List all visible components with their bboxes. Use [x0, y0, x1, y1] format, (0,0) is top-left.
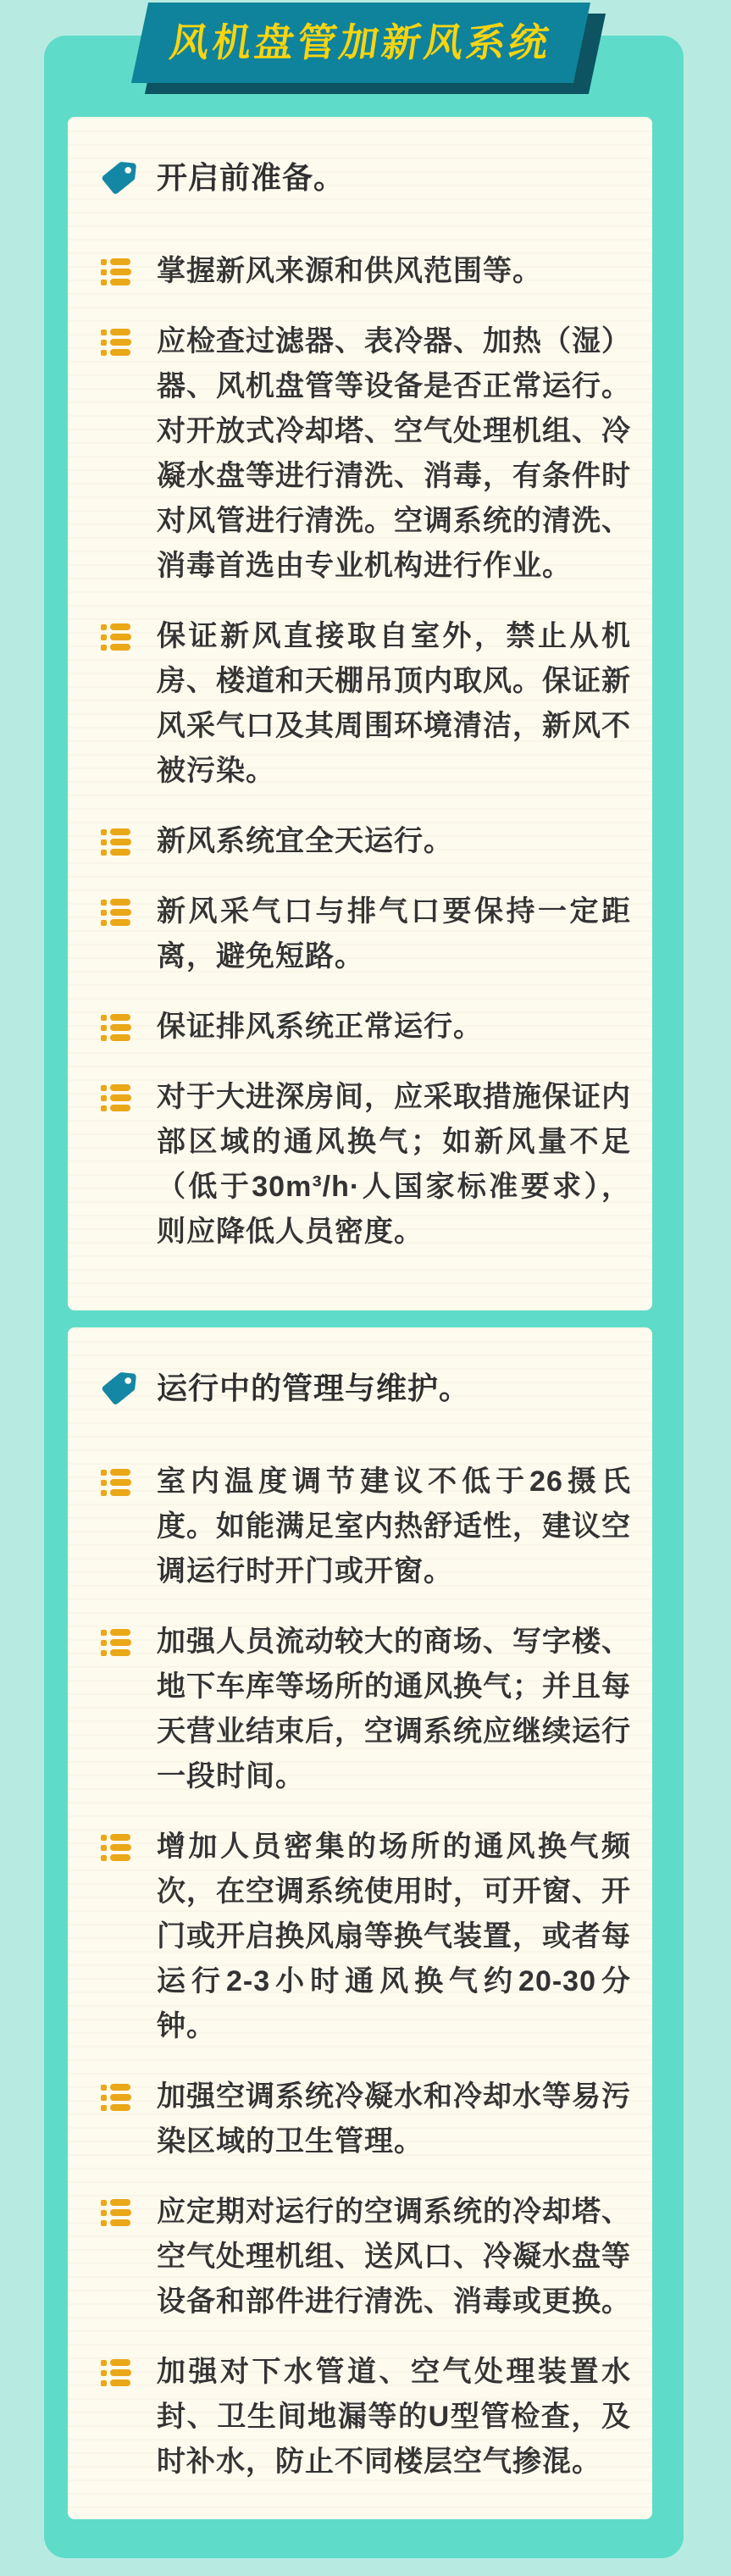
tag-icon: [99, 158, 138, 197]
item-text: 增加人员密集的场所的通风换气频次，在空调系统使用时，可开窗、开门或开启换风扇等换气装置，或者每运行2-3小时通风换气约20-30分钟。: [157, 1831, 631, 2042]
list-icon: [101, 329, 131, 356]
section-heading: 运行中的管理与维护。: [157, 1371, 471, 1405]
list-icon: [101, 2199, 131, 2226]
item-text: 新风系统宜全天运行。: [157, 825, 453, 857]
list-icon: [101, 899, 131, 926]
list-icon: [101, 1084, 131, 1111]
list-icon: [101, 1014, 131, 1041]
section-header: [101, 155, 631, 200]
item-text: 加强人员流动较大的商场、写字楼、地下车库等场所的通风换气；并且每天营业结束后，空调系统应继续运行一段时间。: [157, 1626, 631, 1792]
banner: [131, 3, 590, 83]
list-item: [101, 2075, 631, 2164]
item-text: 对于大进深房间，应采取措施保证内部区域的通风换气；如新风量不足（低于30m³/h·人国家标准要求），则应降低人员密度。: [157, 1081, 631, 1248]
list-icon: [101, 1834, 131, 1861]
content-panel: [44, 36, 684, 2558]
list-icon: [101, 1469, 131, 1496]
section-card-preparation: [68, 117, 652, 1310]
list-item: [101, 1825, 631, 2049]
item-text: 新风采气口与排气口要保持一定距离，避免短路。: [157, 895, 631, 972]
list-item: [101, 319, 631, 589]
item-text: 室内温度调节建议不低于26摄氏度。如能满足室内热舒适性，建议空调运行时开门或开窗。: [157, 1465, 631, 1587]
item-text: 加强对下水管道、空气处理装置水封、卫生间地漏等的U型管检查，及时补水，防止不同楼层空气掺混。: [157, 2356, 631, 2478]
item-text: 保证新风直接取自室外，禁止从机房、楼道和天棚吊顶内取风。保证新风采气口及其周围环境清洁，新风不被污染。: [157, 620, 631, 787]
list-item: [101, 2190, 631, 2324]
item-text: 保证排风系统正常运行。: [157, 1011, 483, 1043]
list-item: [101, 614, 631, 794]
list-icon: [101, 2084, 131, 2111]
item-text: 应检查过滤器、表冷器、加热（湿）器、风机盘管等设备是否正常运行。对开放式冷却塔、空气处理机组、冷凝水盘等进行清洗、消毒，有条件时对风管进行清洗。空调系统的清洗、消毒首选由专业机构进行作业。: [157, 325, 631, 582]
poster-title: 风机盘管加新风系统: [167, 20, 555, 64]
list-icon: [101, 2359, 131, 2386]
list-icon: [101, 828, 131, 856]
item-text: 加强空调系统冷凝水和冷却水等易污染区域的卫生管理。: [157, 2080, 631, 2158]
list-item: [101, 2350, 631, 2485]
list-icon: [101, 258, 131, 285]
list-item: [101, 889, 631, 979]
list-item: [101, 1005, 631, 1050]
section-card-operation: [68, 1327, 652, 2519]
tag-icon: [99, 1369, 138, 1408]
item-list: [101, 1460, 631, 2485]
item-text: 掌握新风来源和供风范围等。: [157, 255, 542, 287]
list-item: [101, 819, 631, 864]
section-header: [101, 1366, 631, 1410]
item-list: [101, 249, 631, 1255]
list-icon: [101, 1629, 131, 1656]
list-item: [101, 1620, 631, 1799]
list-item: [101, 249, 631, 294]
list-item: [101, 1460, 631, 1594]
list-item: [101, 1075, 631, 1255]
section-heading: 开启前准备。: [157, 160, 346, 195]
list-icon: [101, 623, 131, 651]
item-text: 应定期对运行的空调系统的冷却塔、空气处理机组、送风口、冷凝水盘等设备和部件进行清洗、消毒或更换。: [157, 2196, 631, 2318]
